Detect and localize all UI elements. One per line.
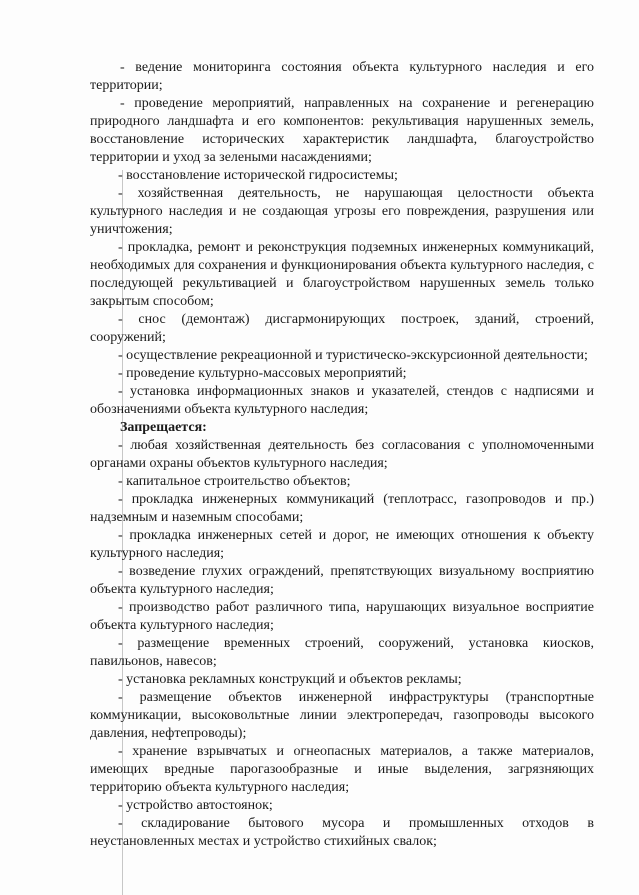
allowed-item: - проведение мероприятий, направленных на сохранение и регенерацию природного ландшафта и его компонентов: рекультивация нарушенных земель, восстановление исторических характеристик ландшафта, благоустройство территории и уход за зелеными насаждениями; (90, 96, 594, 165)
prohibited-item: - размещение временных строений, сооружений, установка киосков, павильонов, навесов; (90, 636, 594, 669)
prohibited-item: - производство работ различного типа, нарушающих визуальное восприятие объекта культурного наследия; (90, 600, 594, 633)
prohibited-item: - размещение объектов инженерной инфраструктуры (транспортные коммуникации, высоковольтные линии электропередач, газопроводы высокого давления, нефтепроводы); (90, 690, 594, 741)
prohibited-item: - хранение взрывчатых и огнеопасных материалов, а также материалов, имеющих вредные парогазообразные и иные выделения, загрязняющих территорию объекта культурного наследия; (90, 744, 594, 795)
prohibited-item: - любая хозяйственная деятельность без согласования с уполномоченными органами охраны объектов культурного наследия; (90, 438, 594, 471)
allowed-item: - снос (демонтаж) дисгармонирующих построек, зданий, строений, сооружений; (90, 312, 594, 345)
prohibited-item: - складирование бытового мусора и промышленных отходов в неустановленных местах и устройство стихийных свалок; (90, 816, 594, 849)
allowed-item: - установка информационных знаков и указателей, стендов с надписями и обозначениями объекта культурного наследия; (90, 384, 594, 417)
allowed-item: - хозяйственная деятельность, не нарушающая целостности объекта культурного наследия и не создающая угрозы его повреждения, разрушения или уничтожения; (90, 186, 594, 237)
prohibited-item: - устройство автостоянок; (118, 798, 273, 813)
allowed-item: - осуществление рекреационной и туристическо-экскурсионной деятельности; (118, 348, 588, 363)
prohibited-heading: Запрещается: (120, 420, 207, 435)
document-body (90, 59, 594, 851)
allowed-item: - ведение мониторинга состояния объекта культурного наследия и его территории; (90, 60, 594, 93)
prohibited-item: - возведение глухих ограждений, препятствующих визуальному восприятию объекта культурного наследия; (90, 564, 594, 597)
prohibited-item: - капитальное строительство объектов; (118, 474, 351, 489)
allowed-item: - прокладка, ремонт и реконструкция подземных инженерных коммуникаций, необходимых для сохранения и функционирования объекта культурного наследия, с последующей рекультивацией и благоустройством нарушенных земель только закрытым способом; (90, 240, 594, 309)
allowed-item: - восстановление исторической гидросистемы; (118, 168, 398, 183)
allowed-item: - проведение культурно-массовых мероприятий; (118, 366, 407, 381)
prohibited-item: - прокладка инженерных сетей и дорог, не имеющих отношения к объекту культурного наследия; (90, 528, 594, 561)
prohibited-item: - прокладка инженерных коммуникаций (теплотрасс, газопроводов и пр.) надземным и наземным способами; (90, 492, 594, 525)
prohibited-item: - установка рекламных конструкций и объектов рекламы; (118, 672, 462, 687)
